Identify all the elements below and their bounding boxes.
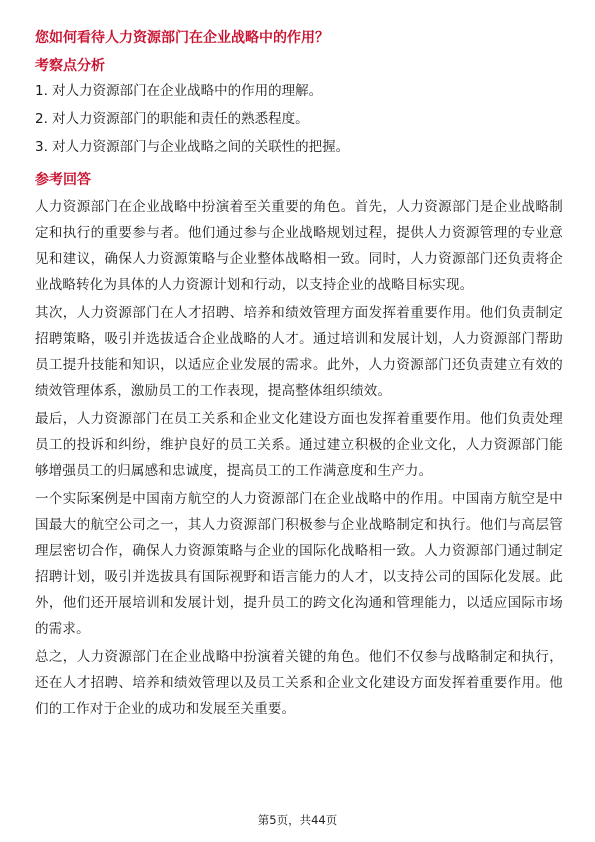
- answer-paragraph: 最后，人力资源部门在员工关系和企业文化建设方面也发挥着重要作用。他们负责处理员工的投诉和纠纷，维护良好的员工关系。通过建立积极的企业文化，人力资源部门能够增强员工的归属感和忠诚度，提高员工的工作满意度和生产力。: [35, 411, 563, 479]
- answer-paragraph: 总之，人力资源部门在企业战略中扮演着关键的角色。他们不仅参与战略制定和执行，还在人才招聘、培养和绩效管理以及员工关系和企业文化建设方面发挥着重要作用。他们的工作对于企业的成功和发展至关重要。: [35, 649, 563, 717]
- answer-paragraph: 人力资源部门在企业战略中扮演着至关重要的角色。首先，人力资源部门是企业战略制定和执行的重要参与者。他们通过参与企业战略规划过程，提供人力资源管理的专业意见和建议，确保人力资源策略与企业整体战略相一致。同时，人力资源部门还负责将企业战略转化为具体的人力资源计划和行动，以支持企业的战略目标实现。: [35, 199, 563, 293]
- analysis-point: 3. 对人力资源部门与企业战略之间的关联性的把握。: [35, 139, 350, 155]
- analysis-title: 考察点分析: [35, 58, 105, 74]
- question-heading: 您如何看待人力资源部门在企业战略中的作用？: [35, 30, 329, 46]
- answer-body: [35, 194, 563, 722]
- answer-paragraph: 其次，人力资源部门在人才招聘、培养和绩效管理方面发挥着重要作用。他们负责制定招聘策略，吸引并选拔适合企业战略的人才。通过培训和发展计划，人力资源部门帮助员工提升技能和知识，以适应企业发展的需求。此外，人力资源部门还负责建立有效的绩效管理体系，激励员工的工作表现，提高整体组织绩效。: [35, 305, 563, 399]
- answer-paragraph: 一个实际案例是中国南方航空的人力资源部门在企业战略中的作用。中国南方航空是中国最大的航空公司之一，其人力资源部门积极参与企业战略制定和执行。他们与高层管理层密切合作，确保人力资源策略与企业的国际化战略相一致。人力资源部门通过制定招聘计划，吸引并选拔具有国际视野和语言能力的人才，以支持公司的国际化发展。此外，他们还开展培训和发展计划，提升员工的跨文化沟通和管理能力，以适应国际市场的需求。: [35, 491, 563, 637]
- answer-title: 参考回答: [35, 172, 91, 188]
- analysis-point: 2. 对人力资源部门的职能和责任的熟悉程度。: [35, 111, 309, 127]
- page-number: 第5页，共44页: [257, 813, 338, 827]
- page-content: [35, 28, 563, 724]
- analysis-point: 1. 对人力资源部门在企业战略中的作用的理解。: [35, 83, 323, 99]
- analysis-list: [35, 80, 563, 158]
